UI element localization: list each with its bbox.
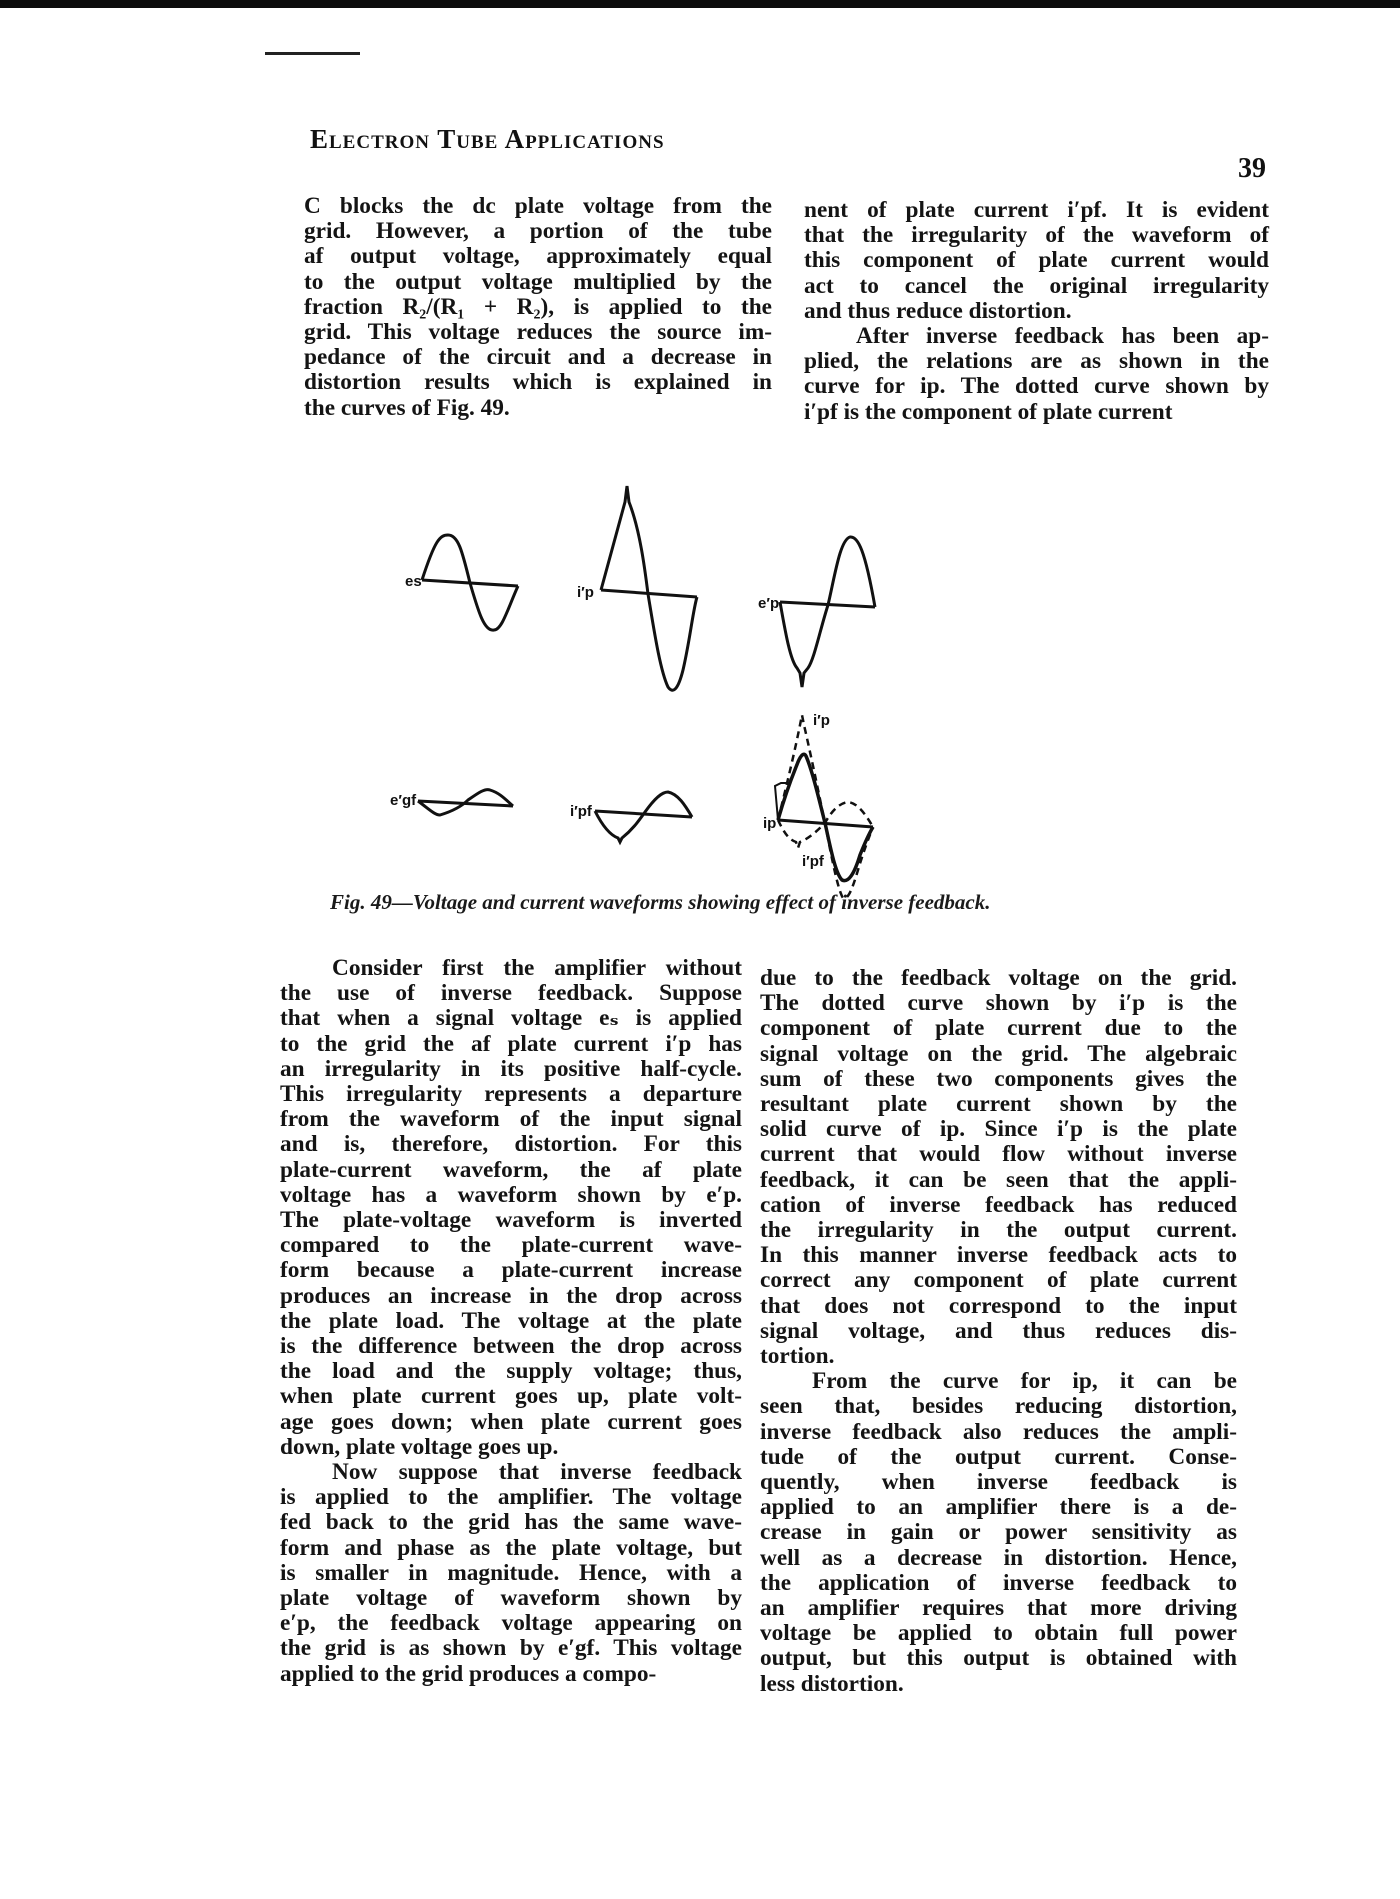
text-line: and thus reduce distortion.: [804, 297, 1072, 324]
text-line: well as a decrease in distortion. Hence,: [760, 1544, 1237, 1571]
text-line: solid curve of ip. Since i′p is the plate: [760, 1116, 1237, 1143]
text-line: applied to the grid produces a compo-: [280, 1660, 657, 1687]
top-right-column: [804, 198, 1269, 425]
waveform-ip-prime: [601, 486, 697, 690]
text-line: af output voltage, approximately equal: [304, 243, 772, 270]
text-line: applied to an amplifier there is a de-: [760, 1494, 1237, 1521]
text-line: pedance of the circuit and a decrease in: [304, 344, 772, 371]
text-line: the grid is as shown by e′gf. This voltage: [280, 1635, 742, 1662]
text-line: the application of inverse feedback to: [760, 1569, 1237, 1596]
text-line: age goes down; when plate current goes: [280, 1408, 742, 1435]
waveform-figure: [380, 480, 1180, 930]
text-line: to the output voltage multiplied by the: [304, 268, 772, 295]
bottom-left-column: [280, 956, 742, 1687]
combined-ip-prime-dashed: [778, 715, 873, 898]
label-es: es: [405, 573, 422, 590]
text-line: The plate-voltage waveform is inverted: [280, 1207, 742, 1234]
text-line: signal voltage on the grid. The algebraic: [760, 1040, 1237, 1067]
text-line: less distortion.: [760, 1670, 904, 1697]
waveform-combined: [775, 715, 873, 898]
text-line: an amplifier requires that more driving: [760, 1595, 1237, 1622]
text-line: plate voltage of waveform shown by: [280, 1585, 742, 1612]
label-ep-prime: e′p: [758, 595, 780, 612]
text-line: In this manner inverse feedback acts to: [760, 1242, 1237, 1269]
text-line: an irregularity in its positive half-cycle.: [280, 1055, 742, 1082]
waveform-ep-prime-curve: [780, 537, 875, 687]
text-line: i′pf is the component of plate current: [804, 398, 1173, 425]
waveform-egf-prime: [418, 790, 513, 815]
text-line: is smaller in magnitude. Hence, with a: [280, 1559, 742, 1586]
label-ip-prime-combined: i′p: [813, 712, 830, 729]
text-line: signal voltage, and thus reduces dis-: [760, 1317, 1237, 1344]
text-line: sum of these two components gives the: [760, 1065, 1237, 1092]
scan-top-border: [0, 0, 1400, 8]
bottom-right-column: [760, 966, 1237, 1697]
text-line: resultant plate current shown by the: [760, 1091, 1237, 1118]
text-line: grid. This voltage reduces the source im-: [304, 319, 772, 346]
text-line: produces an increase in the drop across: [280, 1282, 742, 1309]
label-egf-prime: e′gf: [390, 792, 417, 809]
page-number: 39: [1238, 153, 1266, 184]
text-line: voltage has a waveform shown by e′p.: [280, 1181, 742, 1208]
text-line: current that would flow without inverse: [760, 1141, 1237, 1168]
text-line: form and phase as the plate voltage, but: [280, 1534, 742, 1561]
text-line: component of plate current due to the: [760, 1015, 1237, 1042]
text-line: form because a plate-current increase: [280, 1257, 742, 1284]
text-line: tortion.: [760, 1343, 835, 1370]
text-line: From the curve for ip, it can be: [812, 1368, 1237, 1395]
label-ip-prime: i′p: [577, 584, 594, 601]
text-line: that when a signal voltage eₛ is applied: [280, 1005, 742, 1032]
waveform-es-curve: [422, 535, 518, 630]
text-line: the load and the supply voltage; thus,: [280, 1358, 742, 1385]
text-line: that does not correspond to the input: [760, 1292, 1237, 1319]
text-line: voltage be applied to obtain full power: [760, 1620, 1237, 1647]
text-line: and is, therefore, distortion. For this: [280, 1131, 742, 1158]
top-left-column: [304, 194, 772, 421]
text-line: cation of inverse feedback has reduced: [760, 1191, 1237, 1218]
text-line: plate-current waveform, the af plate: [280, 1156, 742, 1183]
text-line: output, but this output is obtained with: [760, 1645, 1237, 1672]
text-line: fraction R₂/(R₁ + R₂), is applied to the: [304, 293, 772, 320]
text-line: from the waveform of the input signal: [280, 1106, 742, 1133]
text-line: plied, the relations are as shown in the: [804, 348, 1269, 375]
text-line: feedback, it can be seen that the appli-: [760, 1166, 1237, 1193]
text-line: to the grid the af plate current i′p has: [280, 1030, 742, 1057]
waveform-ipf-prime: [595, 792, 692, 842]
text-line: This irregularity represents a departure: [280, 1081, 742, 1108]
text-line: curve for ip. The dotted curve shown by: [804, 373, 1269, 400]
text-line: compared to the plate-current wave-: [280, 1232, 742, 1259]
text-line: Consider first the amplifier without: [332, 955, 742, 981]
combined-ip-solid: [778, 754, 873, 880]
text-line: The dotted curve shown by i′p is the: [760, 990, 1237, 1017]
text-line: fed back to the grid has the same wave-: [280, 1509, 742, 1536]
waveform-es: [422, 535, 518, 630]
text-line: is the difference between the drop across: [280, 1333, 742, 1360]
text-line: is applied to the amplifier. The voltage: [280, 1484, 742, 1511]
label-ipf-prime: i′pf: [570, 803, 592, 820]
text-line: act to cancel the original irregularity: [804, 272, 1269, 299]
label-ipf-prime-combined: i′pf: [802, 853, 824, 870]
text-line: quently, when inverse feedback is: [760, 1469, 1237, 1496]
running-head: Electron Tube Applications: [310, 124, 665, 154]
text-line: After inverse feedback has been ap-: [856, 323, 1269, 350]
text-line: seen that, besides reducing distortion,: [760, 1393, 1237, 1420]
text-line: that the irregularity of the waveform of: [804, 222, 1269, 249]
text-line: the plate load. The voltage at the plate: [280, 1307, 742, 1334]
text-line: distortion results which is explained in: [304, 369, 772, 396]
text-line: the curves of Fig. 49.: [304, 394, 510, 421]
text-line: tude of the output current. Conse-: [760, 1443, 1237, 1470]
text-line: due to the feedback voltage on the grid.: [760, 965, 1237, 991]
text-line: this component of plate current would: [804, 247, 1269, 274]
text-line: the use of inverse feedback. Suppose: [280, 980, 742, 1007]
text-line: Now suppose that inverse feedback: [332, 1459, 742, 1486]
label-ip: ip: [763, 815, 777, 832]
header-rule: [265, 52, 360, 55]
text-line: down, plate voltage goes up.: [280, 1433, 559, 1460]
text-line: correct any component of plate current: [760, 1267, 1237, 1294]
text-line: grid. However, a portion of the tube: [304, 218, 772, 245]
waveform-ep-prime: [780, 537, 875, 687]
text-line: nent of plate current i′pf. It is evident: [804, 197, 1269, 223]
text-line: inverse feedback also reduces the ampli-: [760, 1418, 1237, 1445]
figure-caption: Fig. 49—Voltage and current waveforms showing effect of inverse feedback.: [330, 890, 991, 914]
text-line: when plate current goes up, plate volt-: [280, 1383, 742, 1410]
text-line: C blocks the dc plate voltage from the: [304, 193, 772, 219]
waveform-ip-prime-curve: [601, 486, 697, 690]
text-line: the irregularity in the output current.: [760, 1217, 1237, 1244]
text-line: e′p, the feedback voltage appearing on: [280, 1610, 742, 1637]
text-line: crease in gain or power sensitivity as: [760, 1519, 1237, 1546]
